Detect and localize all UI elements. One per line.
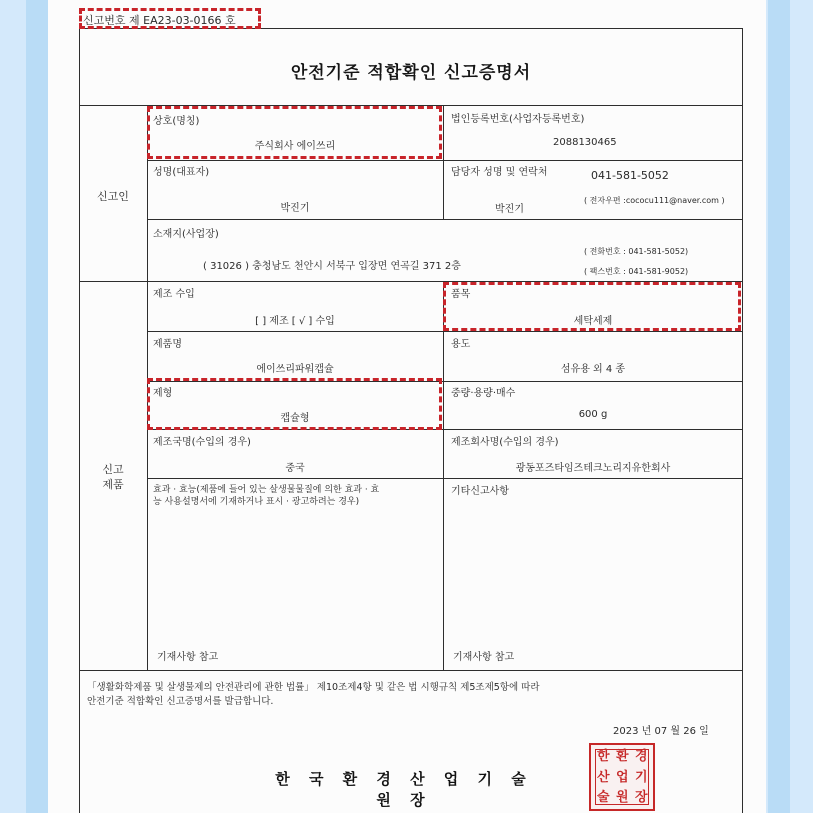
background-stripe-left: [26, 0, 48, 813]
efficacy-label-line1: 효과 · 효능(제품에 들어 있는 살생물물질에 의한 효과 · 효: [153, 485, 380, 495]
legal-text-line1: 「생활화학제품 및 살생물제의 안전관리에 관한 법률」 제10조제4항 및 같은 법 시행규칙 제5조제5항에 따라: [87, 682, 540, 693]
phone-number: ( 전화번호 : 041-581-5052): [584, 247, 689, 256]
representative-name: 박진기: [280, 203, 310, 214]
contact-label: 담당자 성명 및 연락처: [451, 167, 548, 178]
item-value: 세탁세제: [573, 316, 613, 327]
business-reg-number: 2088130465: [553, 137, 617, 148]
certificate-number: 신고번호 제 EA23-03-0166 호: [83, 14, 236, 27]
document-title: 안전기준 적합확인 신고증명서: [290, 63, 532, 83]
company-name-label: 상호(명칭): [153, 116, 200, 127]
product-name: 에이쓰리파워캡슐: [256, 364, 334, 375]
legal-text-line2: 안전기준 적합확인 신고증명서를 발급합니다.: [87, 696, 274, 707]
company-name: 주식회사 에이쓰리: [254, 141, 336, 152]
origin-value: 중국: [285, 463, 305, 474]
origin-label: 제조국명(수입의 경우): [153, 437, 251, 448]
form-value: 캡슐형: [280, 413, 310, 424]
mfg-import-label: 제조 수입: [153, 289, 195, 300]
manufacturer-value: 광동포즈타임즈테크노리지유한회사: [515, 463, 671, 474]
address: ( 31026 ) 충청남도 천안시 서북구 입장면 연곡길 371 2층: [203, 261, 461, 272]
background-stripe-right: [768, 0, 790, 813]
official-seal-icon: 한 환 경 산 업 기 술 원 장: [589, 743, 655, 811]
item-label: 품목: [451, 289, 471, 300]
fax-number: ( 팩스번호 : 041-581-9052): [584, 267, 689, 276]
reference-note-left: 기재사항 참고: [157, 652, 219, 663]
weight-label: 중량·용량·매수: [451, 388, 516, 399]
applicant-section-label: 신고인: [97, 190, 129, 203]
contact-name: 박진기: [495, 204, 524, 215]
issuing-authority: 한 국 환 경 산 업 기 술 원 장: [275, 770, 533, 809]
issue-date: 2023 년 07 월 26 일: [613, 726, 709, 737]
weight-value: 600 g: [578, 409, 608, 420]
usage-label: 용도: [451, 339, 471, 350]
address-label: 소재지(사업장): [153, 229, 219, 240]
representative-label: 성명(대표자): [153, 167, 210, 178]
product-section-label: 신고 제품: [102, 463, 124, 491]
other-label: 기타신고사항: [451, 486, 509, 497]
manufacturer-label: 제조회사명(수입의 경우): [451, 437, 559, 448]
reference-note-right: 기재사항 참고: [453, 652, 515, 663]
contact-phone: 041-581-5052: [591, 169, 669, 182]
form-label: 제형: [153, 388, 173, 399]
product-name-label: 제품명: [153, 339, 182, 350]
certificate-document: [79, 0, 743, 813]
usage-value: 섬유용 외 4 종: [560, 364, 626, 375]
contact-email: ( 전자우편 :cococu111@naver.com ): [584, 196, 725, 205]
mfg-import-value: [ ] 제조 [ √ ] 수입: [255, 316, 335, 327]
efficacy-label-line2: 능 사용설명서에 기재하거나 표시 · 광고하려는 경우): [153, 497, 360, 507]
business-reg-label: 법인등록번호(사업자등록번호): [451, 114, 585, 125]
